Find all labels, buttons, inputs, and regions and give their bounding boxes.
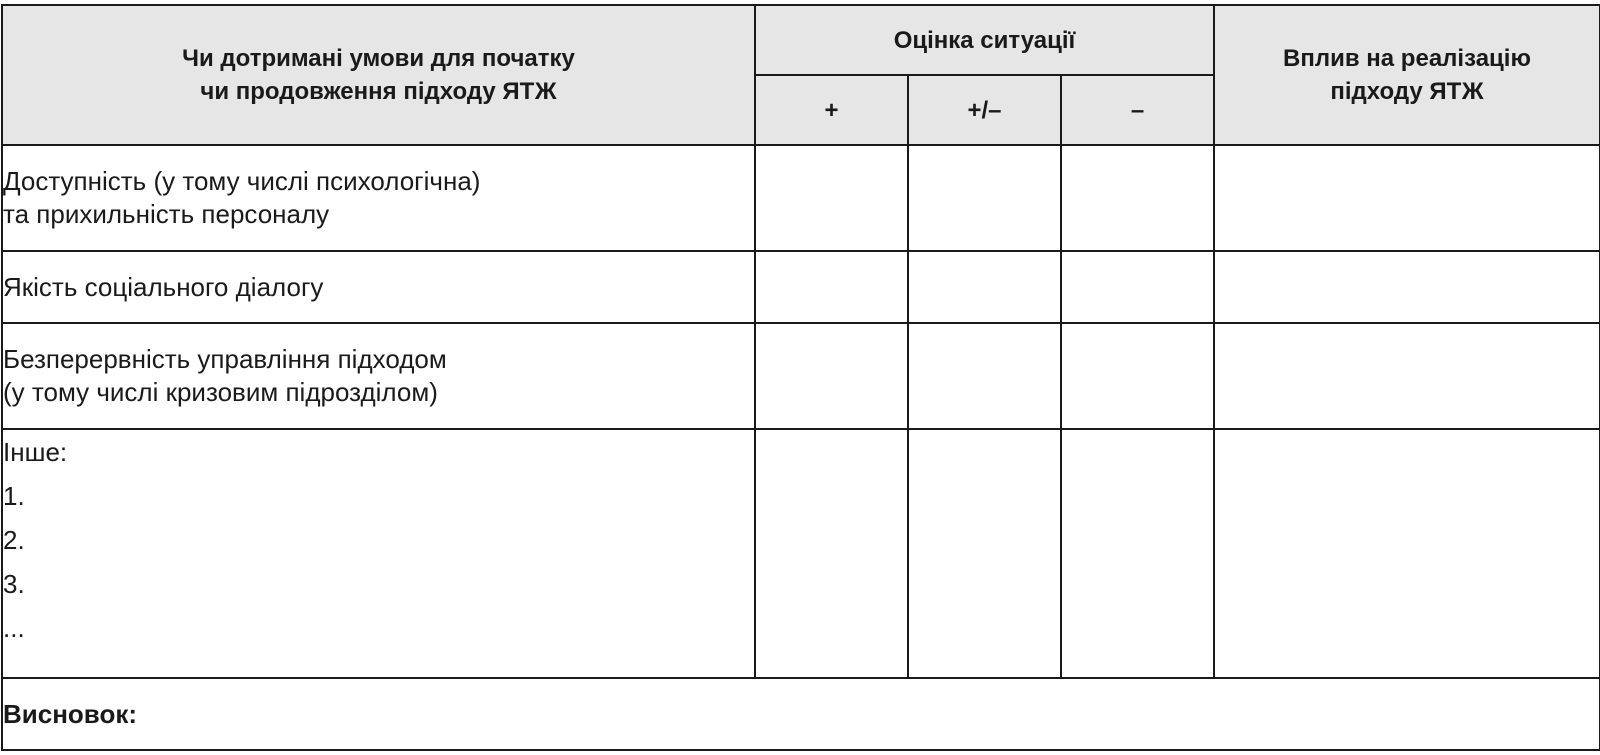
assessment-negative-cell[interactable] [1061, 145, 1214, 251]
list-item: 2. [3, 525, 25, 555]
assessment-header-label: Оцінка ситуації [893, 26, 1076, 54]
assessment-table [1, 4, 1600, 751]
assessment-negative-cell[interactable] [1061, 429, 1214, 678]
conditions-header [2, 5, 755, 145]
list-item: ... [3, 613, 25, 643]
conclusion-label[interactable]: Висновок: [2, 678, 1600, 750]
assessment-positive-cell[interactable] [755, 429, 908, 678]
header-row [2, 5, 1600, 75]
assessment-negative-cell[interactable] [1061, 251, 1214, 323]
other-row [2, 429, 1600, 678]
assessment-negative-cell[interactable] [1061, 323, 1214, 429]
table-row [2, 145, 1600, 251]
condition-cell: Безперервність управління підходом (у тому числі кризовим підрозділом) [2, 323, 755, 429]
other-label: Інше: [3, 437, 68, 467]
assessment-header [755, 5, 1214, 75]
other-list [3, 474, 754, 650]
impact-header-label: Вплив на реалізацію підходу ЯТЖ [1283, 45, 1531, 105]
impact-cell[interactable] [1214, 323, 1600, 429]
assessment-neutral-cell[interactable] [908, 251, 1061, 323]
impact-cell[interactable] [1214, 429, 1600, 678]
condition-cell: Доступність (у тому числі психологічна) та прихильність персоналу [2, 145, 755, 251]
assessment-neutral-cell[interactable] [908, 323, 1061, 429]
list-item: 1. [3, 481, 25, 511]
condition-cell: Якість соціального діалогу [2, 251, 755, 323]
assessment-neutral-cell[interactable] [908, 145, 1061, 251]
impact-cell[interactable] [1214, 145, 1600, 251]
conditions-header-label: Чи дотримані умови для початку чи продовження підходу ЯТЖ [182, 45, 575, 105]
assessment-positive-cell[interactable] [755, 323, 908, 429]
table-row [2, 251, 1600, 323]
impact-header [1214, 5, 1600, 145]
table-row [2, 323, 1600, 429]
assessment-positive-cell[interactable] [755, 145, 908, 251]
assessment-positive-cell[interactable] [755, 251, 908, 323]
conclusion-row [2, 678, 1600, 750]
assessment-neutral-header: +/– [908, 75, 1061, 145]
impact-cell[interactable] [1214, 251, 1600, 323]
other-cell [2, 429, 755, 678]
assessment-neutral-cell[interactable] [908, 429, 1061, 678]
assessment-positive-header: + [755, 75, 908, 145]
list-item: 3. [3, 569, 25, 599]
assessment-negative-header: – [1061, 75, 1214, 145]
